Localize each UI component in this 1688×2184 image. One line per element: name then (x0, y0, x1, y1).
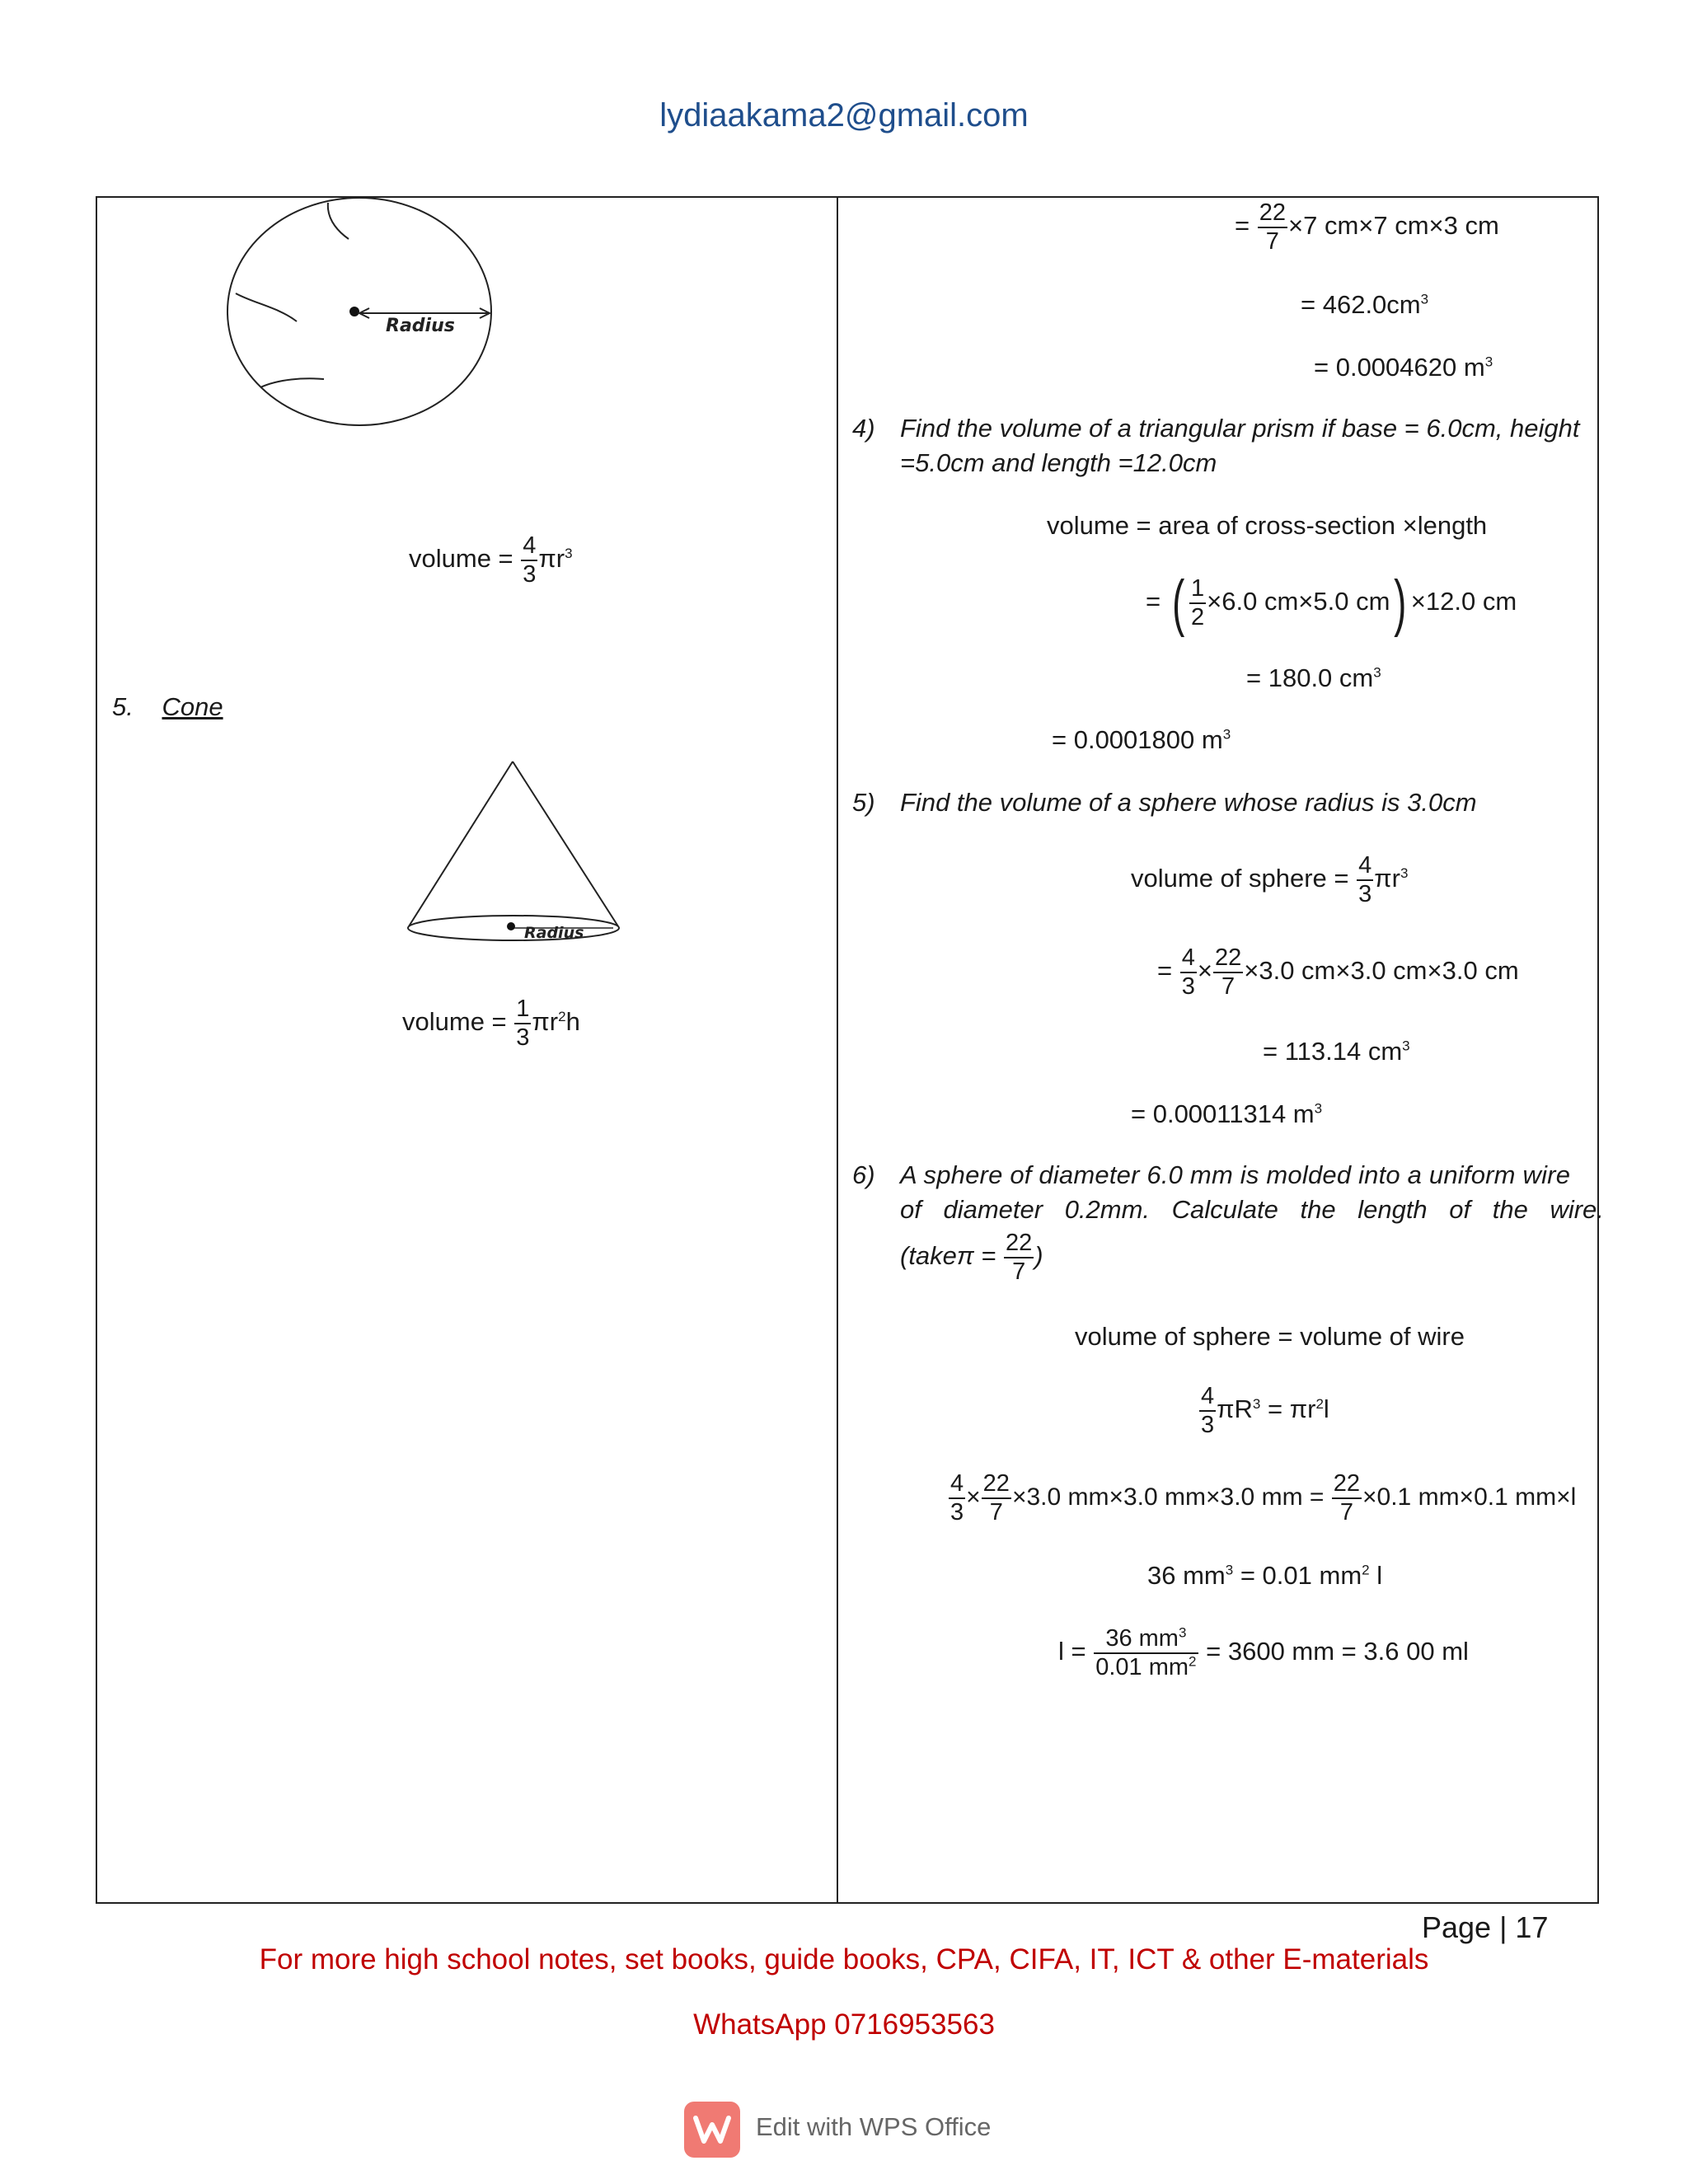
sphere-volume-formula: volume = $\frac{4}{3}$ $\pi r^3$ (409, 532, 573, 588)
q5-step-2: = $\frac{4}{3}$ × $\frac{22}{7}$ ×3.0 cm×3.0 cm×3.0 cm (1157, 944, 1519, 1000)
question-4 (852, 414, 875, 443)
continuation-line-2: = $462.0cm^3$ (1301, 290, 1429, 319)
cone-diagram (402, 757, 625, 951)
q5-step-3: = 113.14 $cm^3$ (1263, 1037, 1410, 1066)
fraction: $\frac{4}{3}$ (1358, 852, 1372, 907)
continuation-line-3: = 0.0004620 $m^3$ (1314, 353, 1493, 382)
page-number: Page | 17 (1422, 1910, 1549, 1944)
question-number: 6) (852, 1160, 875, 1189)
q6-step-3: $\frac{4}{3}$ × $\frac{22}{7}$ ×3.0 mm×3.0 mm×3.0 mm = $\frac{22}{7}$ ×0.1 mm×0.1 mm×l (950, 1470, 1577, 1526)
q4-step-3: = 180.0 $cm^3$ (1246, 663, 1381, 692)
fraction: $\frac{4}{3}$ (1201, 1383, 1215, 1438)
wps-edit-link[interactable]: Edit with WPS Office (756, 2112, 992, 2141)
question-5-line-1: Find the volume of a sphere whose radius is 3.0cm (900, 788, 1477, 817)
question-6-line-2: of diameter 0.2mm. Calculate the length of the wire. (900, 1195, 1604, 1224)
header-email[interactable]: lydiaakama2@gmail.com (659, 97, 1029, 134)
cone-radius-label: Radius (524, 924, 584, 942)
q6-step-5: l = $\frac{36 mm^3}{0.01 mm^2}$ = 3600 mm = 3.6 00 ml (1058, 1624, 1469, 1680)
wps-office-logo-icon[interactable] (684, 2102, 740, 2158)
section-number: 5. (112, 692, 134, 721)
q6-step-4: 36 $mm^3 = 0.01$ $mm^2$ l (1147, 1561, 1383, 1590)
section-title: Cone (162, 692, 223, 721)
cone-volume-formula: volume = $\frac{1}{3}$ $\pi r^2h$ (402, 996, 580, 1051)
fraction: $\frac{1}{3}$ (516, 996, 530, 1051)
fraction: $\frac{22}{7}$ (1214, 944, 1242, 1000)
fraction: $\frac{22}{7}$ (1259, 199, 1286, 255)
fraction: $\frac{22}{7}$ (982, 1470, 1010, 1526)
question-6 (852, 1160, 875, 1190)
q4-step-4: = 0.0001800 $m^3$ (1052, 725, 1231, 754)
fraction: $\frac{36 mm^3}{0.01 mm^2}$ (1095, 1624, 1197, 1680)
question-number: 5) (852, 788, 875, 817)
whatsapp-contact[interactable]: WhatsApp 0716953563 (693, 2008, 995, 2041)
q6-step-1: volume of sphere = volume of wire (1075, 1322, 1465, 1351)
question-6-line-1: A sphere of diameter 6.0 mm is molded into a uniform wire (900, 1160, 1571, 1189)
promo-text: For more high school notes, set books, guide books, CPA, CIFA, IT, ICT & other E-materials (259, 1943, 1429, 1975)
fraction: $\frac{4}{3}$ (1181, 944, 1195, 1000)
sphere-diagram (221, 196, 501, 435)
question-4-line-1: Find the volume of a triangular prism if base = 6.0cm, height (900, 414, 1580, 443)
fraction: $\frac{4}{3}$ (523, 532, 537, 588)
sphere-radius-label: Radius (386, 316, 455, 336)
question-5 (852, 788, 875, 818)
continuation-line-1: = $\frac{22}{7}$ ×7 cm×7 cm×3 cm (1235, 199, 1499, 255)
fraction: $\frac{1}{2}$ (1191, 575, 1205, 630)
section-cone-heading (112, 692, 223, 722)
fraction: $\frac{4}{3}$ (950, 1470, 964, 1526)
q5-step-4: = 0.00011314 $m^3$ (1131, 1099, 1323, 1128)
question-4-line-2: =5.0cm and length =12.0cm (900, 448, 1217, 477)
fraction: $\frac{22}{7}$ (1006, 1230, 1033, 1285)
q5-step-1: volume of sphere = $\frac{4}{3}$ $\pi r^3$ (1131, 852, 1409, 907)
q4-step-1: volume = area of cross-section ×length (1047, 511, 1488, 540)
q4-step-2: = ( $\frac{1}{2}$ ×6.0 cm×5.0 cm) ×12.0 cm (1146, 568, 1517, 639)
fraction: $\frac{22}{7}$ (1333, 1470, 1361, 1526)
question-6-line-3: (takeπ = $\frac{22}{7}$ ) (900, 1230, 1043, 1285)
question-number: 4) (852, 414, 875, 443)
q6-step-2: $\frac{4}{3}$ $\pi R^3 = \pi r^2l$ (1201, 1383, 1329, 1438)
column-divider (837, 196, 838, 1904)
